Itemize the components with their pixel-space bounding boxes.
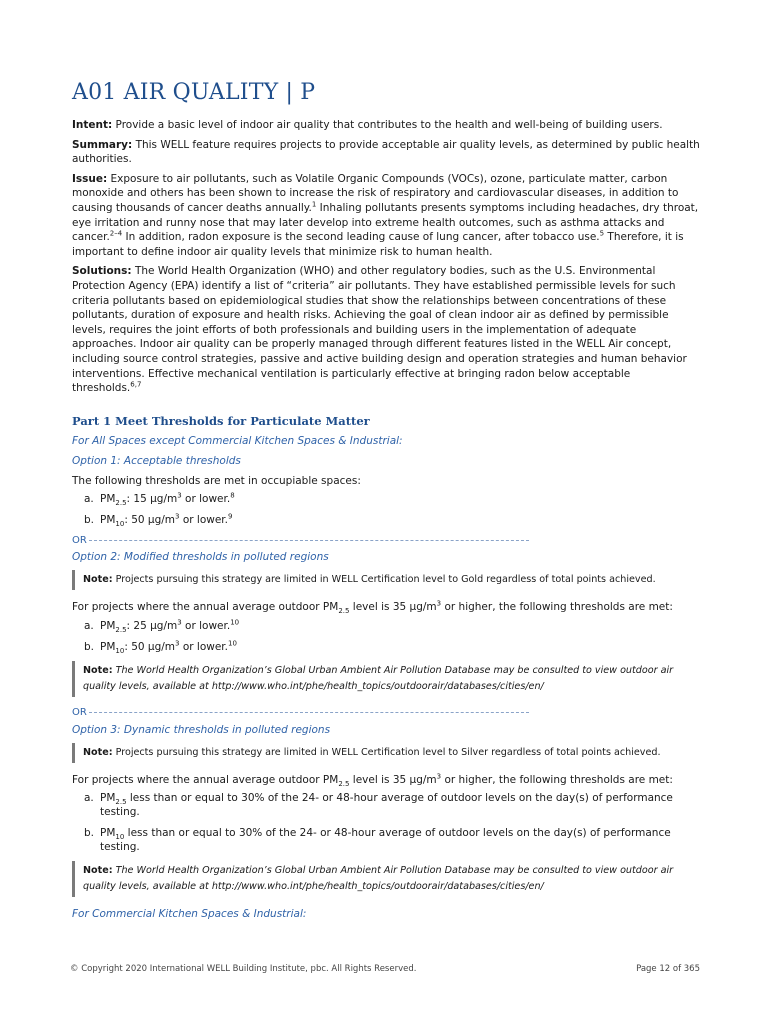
part1-heading: Part 1 Meet Thresholds for Particulate Matter (72, 413, 370, 428)
pm-label: PM (100, 827, 116, 840)
issue-ref-1: 1 (311, 200, 317, 209)
threshold-suffix: or lower. (179, 514, 228, 527)
list-marker: b. (84, 640, 95, 653)
pm-subscript: 10 (115, 520, 125, 529)
or-separator-2 (72, 707, 700, 719)
intro-text: or higher, the following thresholds are met: (441, 773, 673, 786)
issue-ref-3: 5 (599, 229, 605, 238)
option3-note (72, 743, 700, 763)
issue-label: Issue: (72, 172, 108, 185)
unit-exponent: 3 (177, 491, 182, 500)
list-marker: a. (84, 792, 94, 805)
threshold-text: less than or equal to 30% of the 24- or 48-hour average of outdoor levels on the day(s) of performance testing. (100, 827, 671, 854)
option2-intro (72, 600, 700, 615)
issue-paragraph (72, 172, 700, 260)
note-text: The World Health Organization’s Global Urban Ambient Air Pollution Database may be consulted to view outdoor air quality levels, available at http://www.who.int/phe/health_topics/outdoorair/databases/cities/en/ (83, 865, 674, 893)
note-label: Note: (83, 865, 113, 877)
part1-scope: For All Spaces except Commercial Kitchen Spaces & Industrial: (72, 434, 403, 447)
option2-title: Option 2: Modified thresholds in polluted regions (72, 551, 329, 564)
summary-label: Summary: (72, 138, 133, 151)
option3-intro (72, 773, 700, 788)
option3-item-a (72, 791, 700, 819)
note-text: Projects pursuing this strategy are limited in WELL Certification level to Gold regardless of total points achieved. (112, 574, 656, 586)
part1-scope-kitchen: For Commercial Kitchen Spaces & Industrial: (72, 908, 307, 921)
threshold-suffix: or lower. (181, 619, 231, 632)
threshold-text: less than or equal to 30% of the 24- or 48-hour average of outdoor levels on the day(s) of performance testing. (100, 792, 673, 819)
pm-label: PM (100, 640, 116, 653)
option1-title: Option 1: Acceptable thresholds (72, 454, 241, 467)
pm-subscript: 10 (115, 833, 125, 842)
or-separator-1 (72, 534, 700, 546)
option3-list (72, 791, 700, 854)
issue-text-1: Exposure to air pollutants, such as Volatile Organic Compounds (VOCs), ozone, particulate matter, carbon monoxide and others has been shown to increase the risk of respiratory and cardiovascular diseases, in addition to causing thousands of cancer deaths annually. (72, 172, 679, 214)
pm-label: PM (100, 514, 116, 527)
note-label: Note: (83, 574, 113, 586)
pm-label: PM (100, 619, 116, 632)
dashed-divider (89, 540, 529, 541)
unit-exponent: 3 (177, 618, 182, 627)
pm-subscript: 2.5 (115, 625, 127, 634)
pm-subscript: 2.5 (338, 779, 350, 788)
solutions-ref: 6,7 (130, 380, 142, 389)
threshold-suffix: or lower. (179, 640, 228, 653)
unit-exponent: 3 (436, 772, 442, 781)
solutions-text: The World Health Organization (WHO) and other regulatory bodies, such as the U.S. Environmental Protection Agency (EPA) identify a list of “criteria” air pollutants. They have established permissible levels for such criteria pollutants based on epidemiological studies that show the relationships between concentrations of these pollutants, duration of exposure and health risks. Achieving the goal of clean indoor air as defined by permissible levels, requires the joint efforts of both professionals and building users in the implementation of adequate approaches. Indoor air quality can be properly managed through different features listed in the WELL Air concept, including source control strategies, passive and active building design and operation strategies and human behavior interventions. Effective mechanical ventilation is particularly effective at bringing radon below acceptable thresholds. (72, 265, 687, 395)
intro-text: level is 35 µg/m (349, 773, 437, 786)
option3-title: Option 3: Dynamic thresholds in polluted regions (72, 723, 331, 736)
option2-item-a (72, 619, 700, 633)
intent-text: Provide a basic level of indoor air quality that contributes to the health and well-being of building users. (112, 119, 663, 131)
option2-list (72, 619, 700, 654)
option1-list (72, 492, 700, 527)
threshold-value: : 50 µg/m (124, 514, 176, 527)
reference-number: 10 (230, 618, 240, 627)
option2-item-b (72, 640, 700, 654)
list-marker: b. (84, 514, 95, 527)
threshold-value: : 25 µg/m (126, 619, 178, 632)
note-label: Note: (83, 746, 113, 758)
or-label: OR (72, 707, 87, 719)
document-page (72, 78, 700, 927)
page-title: A01 AIR QUALITY | P (72, 80, 316, 105)
option3-item-b (72, 826, 700, 854)
pm-subscript: 2.5 (115, 798, 127, 807)
reference-number: 8 (230, 491, 235, 500)
page-footer (70, 964, 700, 974)
note-label: Note: (83, 664, 113, 676)
option1-item-a (72, 492, 700, 506)
pm-subscript: 2.5 (115, 499, 127, 508)
option3-who-note (72, 861, 700, 897)
intro-text: For projects where the annual average outdoor PM (72, 773, 339, 786)
solutions-label: Solutions: (72, 265, 132, 278)
copyright-text: © Copyright 2020 International WELL Building Institute, pbc. All Rights Reserved. (70, 964, 417, 974)
pm-label: PM (100, 792, 116, 805)
pm-label: PM (100, 493, 116, 506)
summary-text: This WELL feature requires projects to provide acceptable air quality levels, as determined by public health authorities. (72, 138, 700, 166)
summary-paragraph (72, 138, 700, 167)
issue-text-4: Therefore, it is important to define indoor air quality levels that minimize risk to human health. (72, 231, 684, 258)
unit-exponent: 3 (436, 599, 442, 608)
or-label: OR (72, 534, 87, 546)
issue-text-2: Inhaling pollutants presents symptoms including headaches, dry throat, eye irritation and runny nose that may later develop into extreme health outcomes, such as asthma attacks and cancer. (72, 201, 699, 244)
page-number: Page 12 of 365 (636, 964, 700, 974)
option2-note (72, 570, 700, 590)
intent-paragraph (72, 118, 700, 133)
unit-exponent: 3 (175, 512, 180, 521)
note-text: The World Health Organization’s Global Urban Ambient Air Pollution Database may be consulted to view outdoor air quality levels, available at http://www.who.int/phe/health_topics/outdoorair/databases/cities/en/ (83, 664, 674, 692)
option1-intro: The following thresholds are met in occupiable spaces: (72, 474, 361, 487)
option1-item-b (72, 513, 700, 527)
pm-subscript: 2.5 (338, 607, 350, 616)
unit-exponent: 3 (175, 639, 180, 648)
reference-number: 10 (227, 639, 237, 648)
intro-text: or higher, the following thresholds are met: (441, 601, 673, 614)
option2-who-note (72, 661, 700, 697)
dashed-divider (89, 712, 529, 713)
threshold-value: : 15 µg/m (126, 493, 178, 506)
threshold-suffix: or lower. (181, 493, 231, 506)
issue-text-3: In addition, radon exposure is the second leading cause of lung cancer, after tobacco use. (122, 231, 600, 244)
list-marker: a. (84, 619, 94, 632)
issue-ref-2: 2–4 (109, 229, 123, 238)
threshold-value: : 50 µg/m (124, 640, 176, 653)
intro-text: level is 35 µg/m (349, 601, 437, 614)
solutions-paragraph (72, 264, 700, 395)
list-marker: b. (84, 827, 95, 840)
note-text: Projects pursuing this strategy are limited in WELL Certification level to Silver regardless of total points achieved. (112, 746, 661, 758)
pm-subscript: 10 (115, 646, 125, 655)
list-marker: a. (84, 493, 94, 506)
intent-label: Intent: (72, 119, 113, 131)
reference-number: 9 (227, 512, 233, 521)
intro-text: For projects where the annual average outdoor PM (72, 601, 339, 614)
